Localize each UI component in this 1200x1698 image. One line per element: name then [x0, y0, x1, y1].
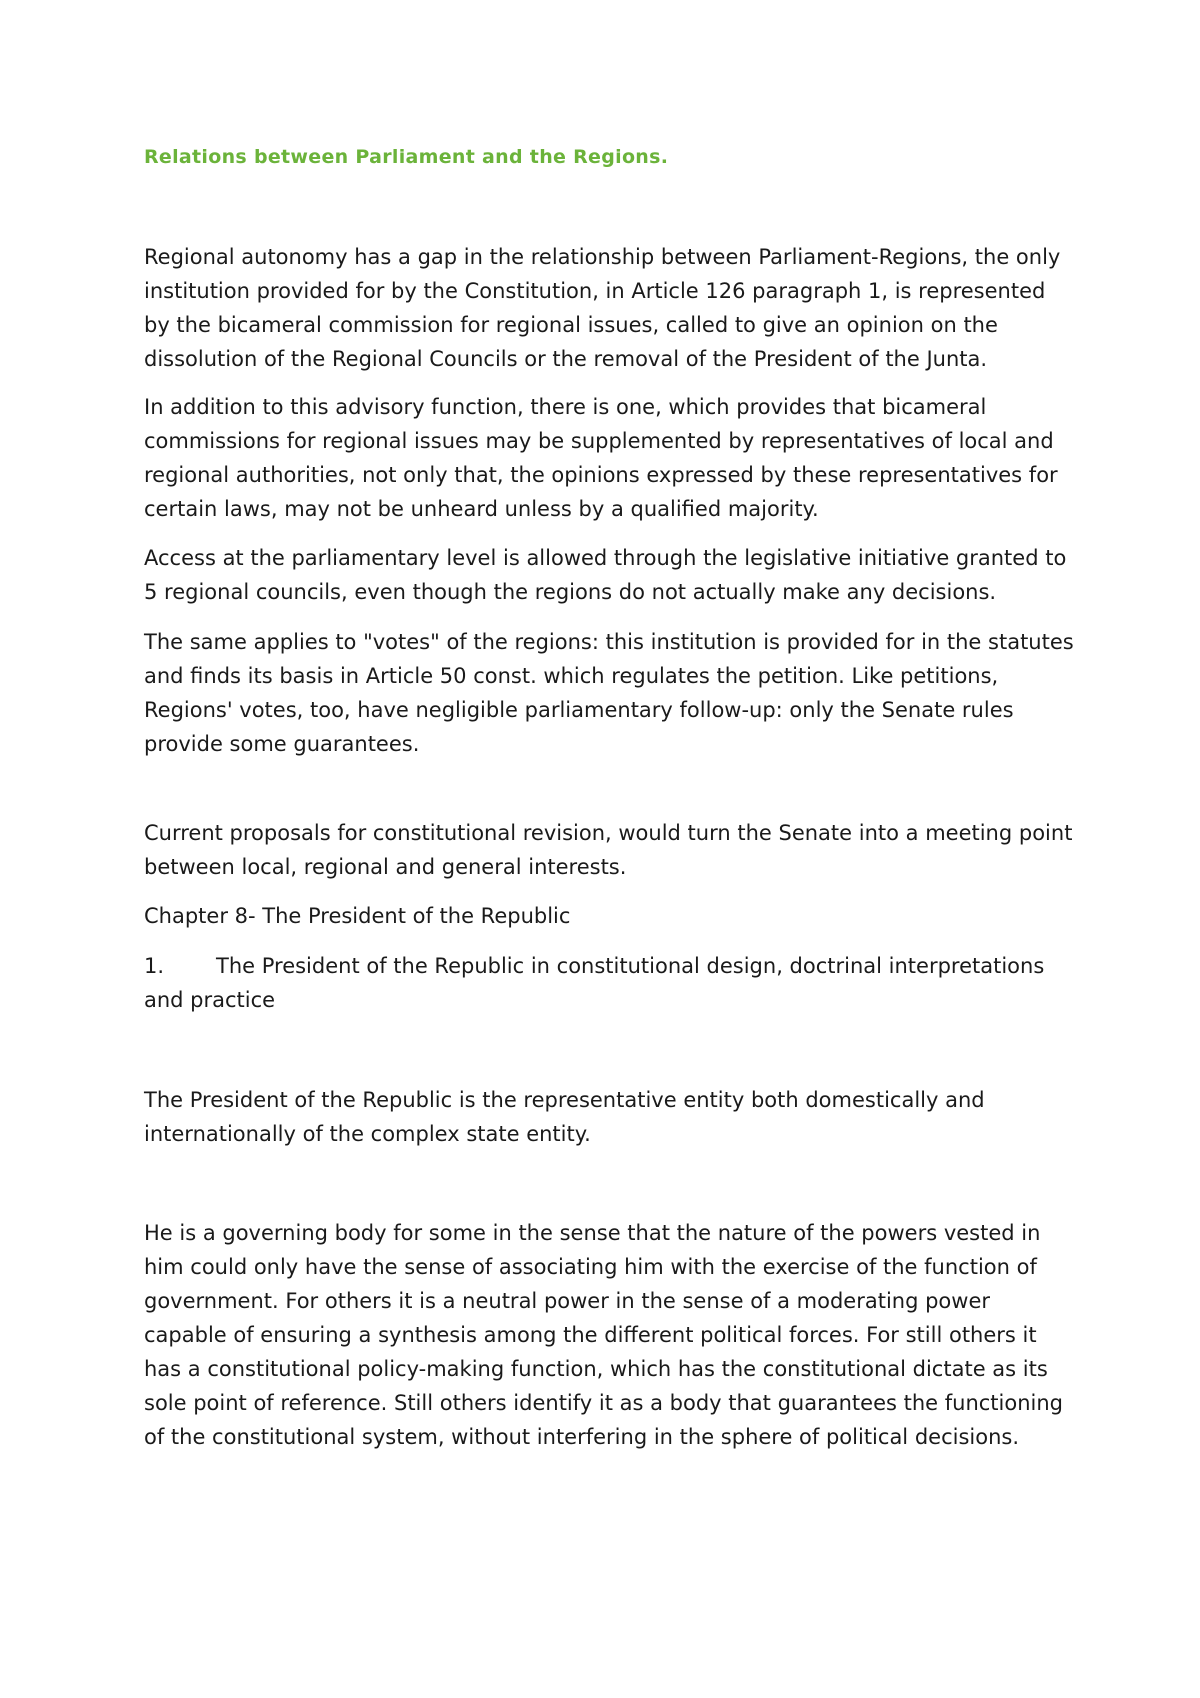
paragraph: The President of the Republic is the representative entity both domestically and internationally of the complex state entity.	[144, 1088, 985, 1146]
paragraph: Current proposals for constitutional revision, would turn the Senate into a meeting point between local, regional and general interests.	[144, 821, 1073, 879]
numbered-item	[144, 949, 1074, 1017]
numbered-item-text: The President of the Republic in constitutional design, doctrinal interpretations and practice	[144, 954, 1045, 1012]
paragraph: The same applies to "votes" of the regions: this institution is provided for in the statutes and finds its basis in Article 50 const. which regulates the petition. Like petitions, Regions' votes, too, have negligible parliamentary follow-up: only the Senate rules provide some guarantees.	[144, 630, 1074, 756]
paragraph: Regional autonomy has a gap in the relationship between Parliament-Regions, the only institution provided for by the Constitution, in Article 126 paragraph 1, is represented by the bicameral commission for regional issues, called to give an opinion on the dissolution of the Regional Councils or the removal of the President of the Junta.	[144, 245, 1061, 371]
paragraph: He is a governing body for some in the sense that the nature of the powers vested in him could only have the sense of associating him with the exercise of the function of government. For others it is a neutral power in the sense of a moderating power capable of ensuring a synthesis among the different political forces. For still others it has a constitutional policy-making function, which has the constitutional dictate as its sole point of reference. Still others identify it as a body that guarantees the functioning of the constitutional system, without interfering in the sphere of political decisions.	[144, 1221, 1063, 1449]
paragraph: Access at the parliamentary level is allowed through the legislative initiative granted to 5 regional councils, even though the regions do not actually make any decisions.	[144, 546, 1067, 604]
numbered-item-number: 1.	[144, 954, 165, 978]
section-title: Relations between Parliament and the Regions.	[144, 146, 669, 168]
paragraph: In addition to this advisory function, there is one, which provides that bicameral commissions for regional issues may be supplemented by representatives of local and regional authorities, not only that, the opinions expressed by these representatives for certain laws, may not be unheard unless by a qualified majority.	[144, 395, 1058, 521]
chapter-heading: Chapter 8- The President of the Republic	[144, 904, 571, 928]
